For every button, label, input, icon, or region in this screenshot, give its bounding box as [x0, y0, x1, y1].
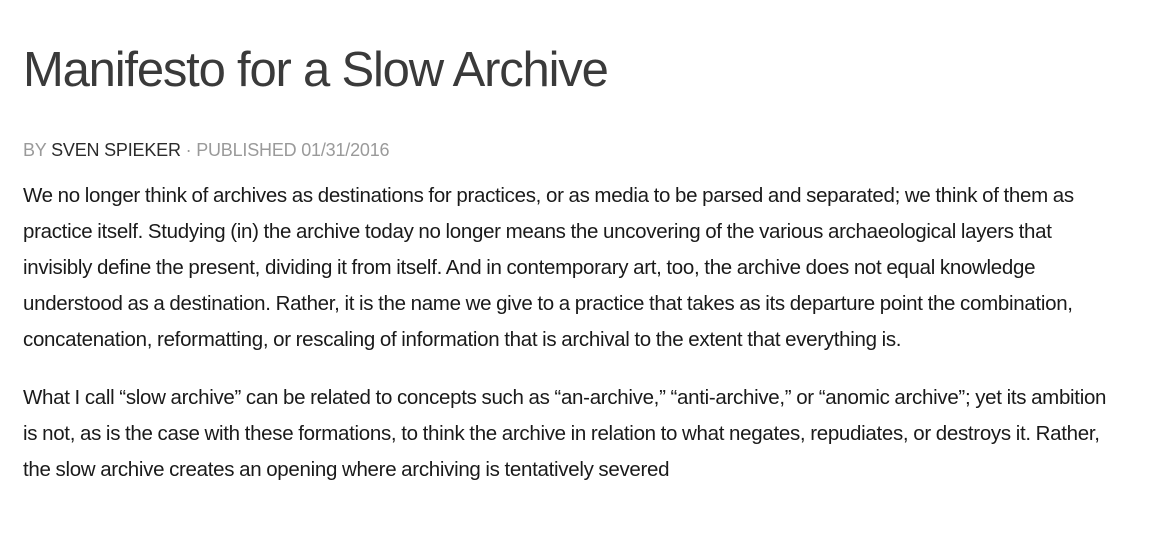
- published-date: 01/31/2016: [301, 140, 390, 160]
- paragraph: We no longer think of archives as destinations for practices, or as media to be parsed and separated; we think of them as practice itself. Studying (in) the archive today no longer means the uncovering of the various archaeological layers that invisibly define the present, dividing it from itself. And in contemporary art, too, the archive does not equal knowledge understood as a destination. Rather, it is the name we give to a practice that takes as its departure point the combination, concatenation, reformatting, or rescaling of information that is archival to the extent that everything is.: [23, 184, 1074, 351]
- byline-by-label: BY: [23, 140, 47, 160]
- byline: [23, 138, 1120, 162]
- article-body: [23, 178, 1120, 488]
- byline-separator: ·: [185, 140, 192, 160]
- author-link[interactable]: SVEN SPIEKER: [51, 140, 181, 160]
- published-label: PUBLISHED: [196, 140, 297, 160]
- paragraph: What I call “slow archive” can be related to concepts such as “an-archive,” “anti-archive,” or “anomic archive”; yet its ambition is not, as is the case with these formations, to think the archive in relation to what negates, repudiates, or destroys it. Rather, the slow archive creates an opening where archiving is tentatively severed: [23, 386, 1107, 481]
- article-title: Manifesto for a Slow Archive: [23, 43, 608, 97]
